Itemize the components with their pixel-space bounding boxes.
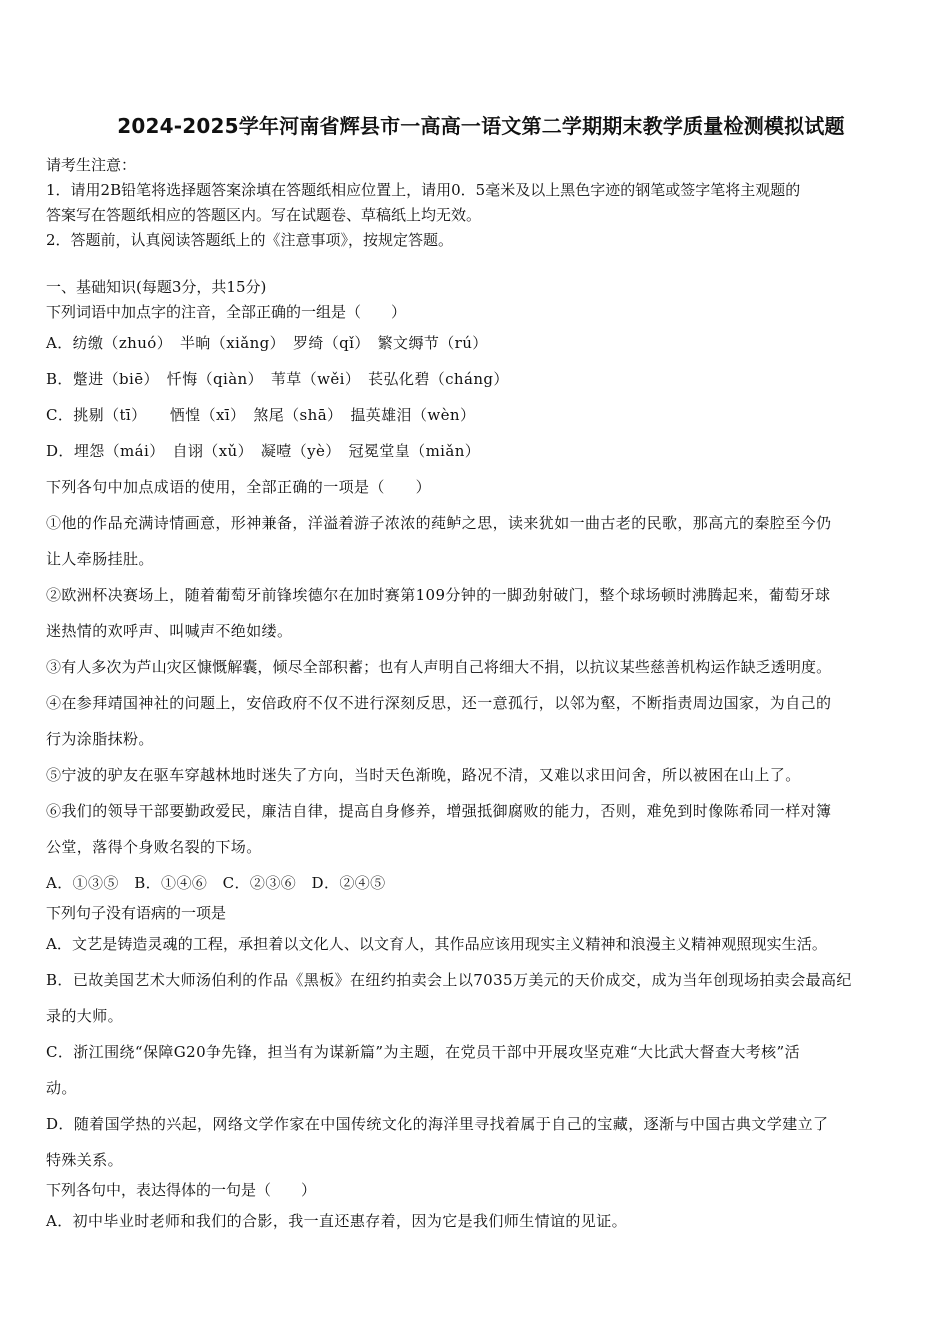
question-3-option-d-cont: 特殊关系。	[46, 1151, 124, 1169]
question-3-option-c-cont: 动。	[46, 1079, 77, 1097]
question-3-option-b-cont: 录的大师。	[46, 1007, 124, 1025]
notice-item-2: 2．答题前，认真阅读答题纸上的《注意事项》，按规定答题。	[46, 231, 454, 249]
document-title: 2024-2025学年河南省辉县市一高高一语文第二学期期末教学质量检测模拟试题	[117, 114, 845, 138]
question-3-stem: 下列句子没有语病的一项是	[46, 904, 227, 922]
question-2-sentence-2: ②欧洲杯决赛场上，随着葡萄牙前锋埃德尔在加时赛第109分钟的一脚劲射破门，整个球场顿时沸腾起来，葡萄牙球	[46, 586, 831, 604]
question-2-sentence-3: ③有人多次为芦山灾区慷慨解囊，倾尽全部积蓄；也有人声明自己将细大不捐，以抗议某些慈善机构运作缺乏透明度。	[46, 658, 832, 676]
question-3-option-b: B．已故美国艺术大师汤伯利的作品《黑板》在纽约拍卖会上以7035万美元的天价成交，成为当年创现场拍卖会最高纪	[46, 971, 852, 989]
question-1-option-d: D．埋怨（mái） 自诩（xǔ） 凝噎（yè） 冠冕堂皇（miǎn）	[46, 442, 481, 460]
notice-item-1: 1．请用2B铅笔将选择题答案涂填在答题纸相应位置上，请用0．5毫米及以上黑色字迹的钢笔或签字笔将主观题的	[46, 181, 801, 199]
question-2-sentence-1-cont: 让人牵肠挂肚。	[46, 550, 154, 568]
question-2-sentence-4: ④在参拜靖国神社的问题上，安倍政府不仅不进行深刻反思，还一意孤行，以邻为壑，不断指责周边国家，为自己的	[46, 694, 832, 712]
notice-heading: 请考生注意：	[46, 156, 137, 174]
question-1-option-c: C．挑剔（tī） 恓惶（xī） 煞尾（shā） 揾英雄泪（wèn）	[46, 406, 476, 424]
question-2-sentence-1: ①他的作品充满诗情画意，形神兼备，洋溢着游子浓浓的莼鲈之思，读来犹如一曲古老的民歌，那高亢的秦腔至今仍	[46, 514, 832, 532]
question-2-sentence-5: ⑤宁波的驴友在驱车穿越林地时迷失了方向，当时天色渐晚，路况不清，又难以求田问舍，所以被困在山上了。	[46, 766, 801, 784]
section-heading: 一、基础知识(每题3分，共15分)	[46, 278, 267, 296]
question-3-option-c: C．浙江围绕“保障G20争先锋，担当有为谋新篇”为主题，在党员干部中开展攻坚克难“大比武大督查大考核”活	[46, 1043, 801, 1061]
question-1-stem: 下列词语中加点字的注音，全部正确的一组是（ ）	[46, 303, 407, 321]
notice-item-1-cont: 答案写在答题纸相应的答题区内。写在试题卷、草稿纸上均无效。	[46, 206, 482, 224]
question-2-sentence-6-cont: 公堂，落得个身败名裂的下场。	[46, 838, 262, 856]
question-2-options: A．①③⑤ B．①④⑥ C．②③⑥ D．②④⑤	[46, 874, 386, 892]
document-page	[46, 110, 916, 1239]
question-2-sentence-4-cont: 行为涂脂抹粉。	[46, 730, 154, 748]
question-2-sentence-2-cont: 迷热情的欢呼声、叫喊声不绝如缕。	[46, 622, 293, 640]
question-4-option-a: A．初中毕业时老师和我们的合影，我一直还惠存着，因为它是我们师生情谊的见证。	[46, 1212, 628, 1230]
question-2-stem: 下列各句中加点成语的使用，全部正确的一项是（ ）	[46, 478, 432, 496]
question-1-option-a: A．纺缴（zhuó） 半晌（xiǎng） 罗绮（qǐ） 繁文缛节（rú）	[46, 334, 488, 352]
question-1-option-b: B．蹩进（biē） 忏悔（qiàn） 苇草（wěi） 苌弘化碧（cháng）	[46, 370, 509, 388]
question-3-option-a: A．文艺是铸造灵魂的工程，承担着以文化人、以文育人，其作品应该用现实主义精神和浪漫主义精神观照现实生活。	[46, 935, 828, 953]
question-4-stem: 下列各句中，表达得体的一句是（ ）	[46, 1181, 317, 1199]
question-3-option-d: D．随着国学热的兴起，网络文学作家在中国传统文化的海洋里寻找着属于自己的宝藏，逐渐与中国古典文学建立了	[46, 1115, 829, 1133]
question-2-sentence-6: ⑥我们的领导干部要勤政爱民，廉洁自律，提高自身修养，增强抵御腐败的能力，否则，难免到时像陈希同一样对簿	[46, 802, 832, 820]
spacer	[46, 253, 916, 275]
